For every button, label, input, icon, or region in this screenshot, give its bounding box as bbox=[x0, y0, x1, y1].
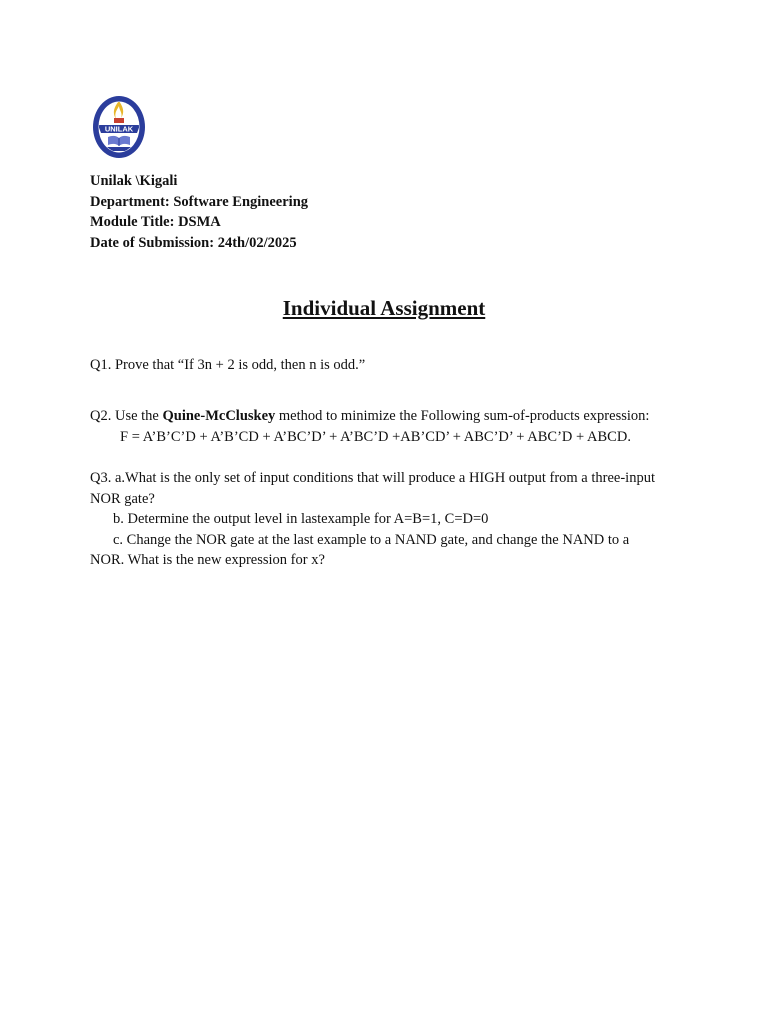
question-1-text: Q1. Prove that “If 3n + 2 is odd, then n is odd.” bbox=[90, 357, 366, 373]
question-1 bbox=[90, 355, 690, 376]
submission-date-line: Date of Submission: 24th/02/2025 bbox=[90, 234, 297, 251]
page-title: Individual Assignment bbox=[282, 296, 486, 320]
module-title-line: Module Title: DSMA bbox=[90, 214, 221, 230]
question-3c-line1: c. Change the NOR gate at the last example to a NAND gate, and change the NAND to a bbox=[113, 531, 630, 548]
question-3c-line2: NOR. What is the new expression for x? bbox=[90, 552, 325, 568]
department-line: Department: Software Engineering bbox=[90, 193, 309, 210]
unilak-logo bbox=[92, 95, 146, 159]
question-2 bbox=[90, 406, 690, 447]
question-2-suffix: method to minimize the Following sum-of-products expression: bbox=[275, 408, 650, 424]
question-3a-line1: Q3. a.What is the only set of input conditions that will produce a HIGH output from a three-input bbox=[90, 470, 655, 486]
logo-wordmark: UNILAK bbox=[104, 124, 134, 134]
question-2-method: Quine-McCluskey bbox=[162, 408, 276, 424]
question-2-prompt bbox=[90, 406, 690, 427]
question-3 bbox=[90, 468, 690, 571]
institution-line: Unilak \Kigali bbox=[90, 173, 178, 189]
question-2-prefix: Q2. Use the bbox=[90, 408, 163, 424]
question-2-expression: F = A’B’C’D + A’B’CD + A’BC’D’ + A’BC’D +AB’CD’ + ABC’D’ + ABC’D + ABCD. bbox=[120, 428, 631, 445]
question-3b: b. Determine the output level in lastexample for A=B=1, C=D=0 bbox=[113, 511, 489, 527]
document-header bbox=[90, 171, 308, 253]
question-3a-line2: NOR gate? bbox=[90, 490, 155, 507]
